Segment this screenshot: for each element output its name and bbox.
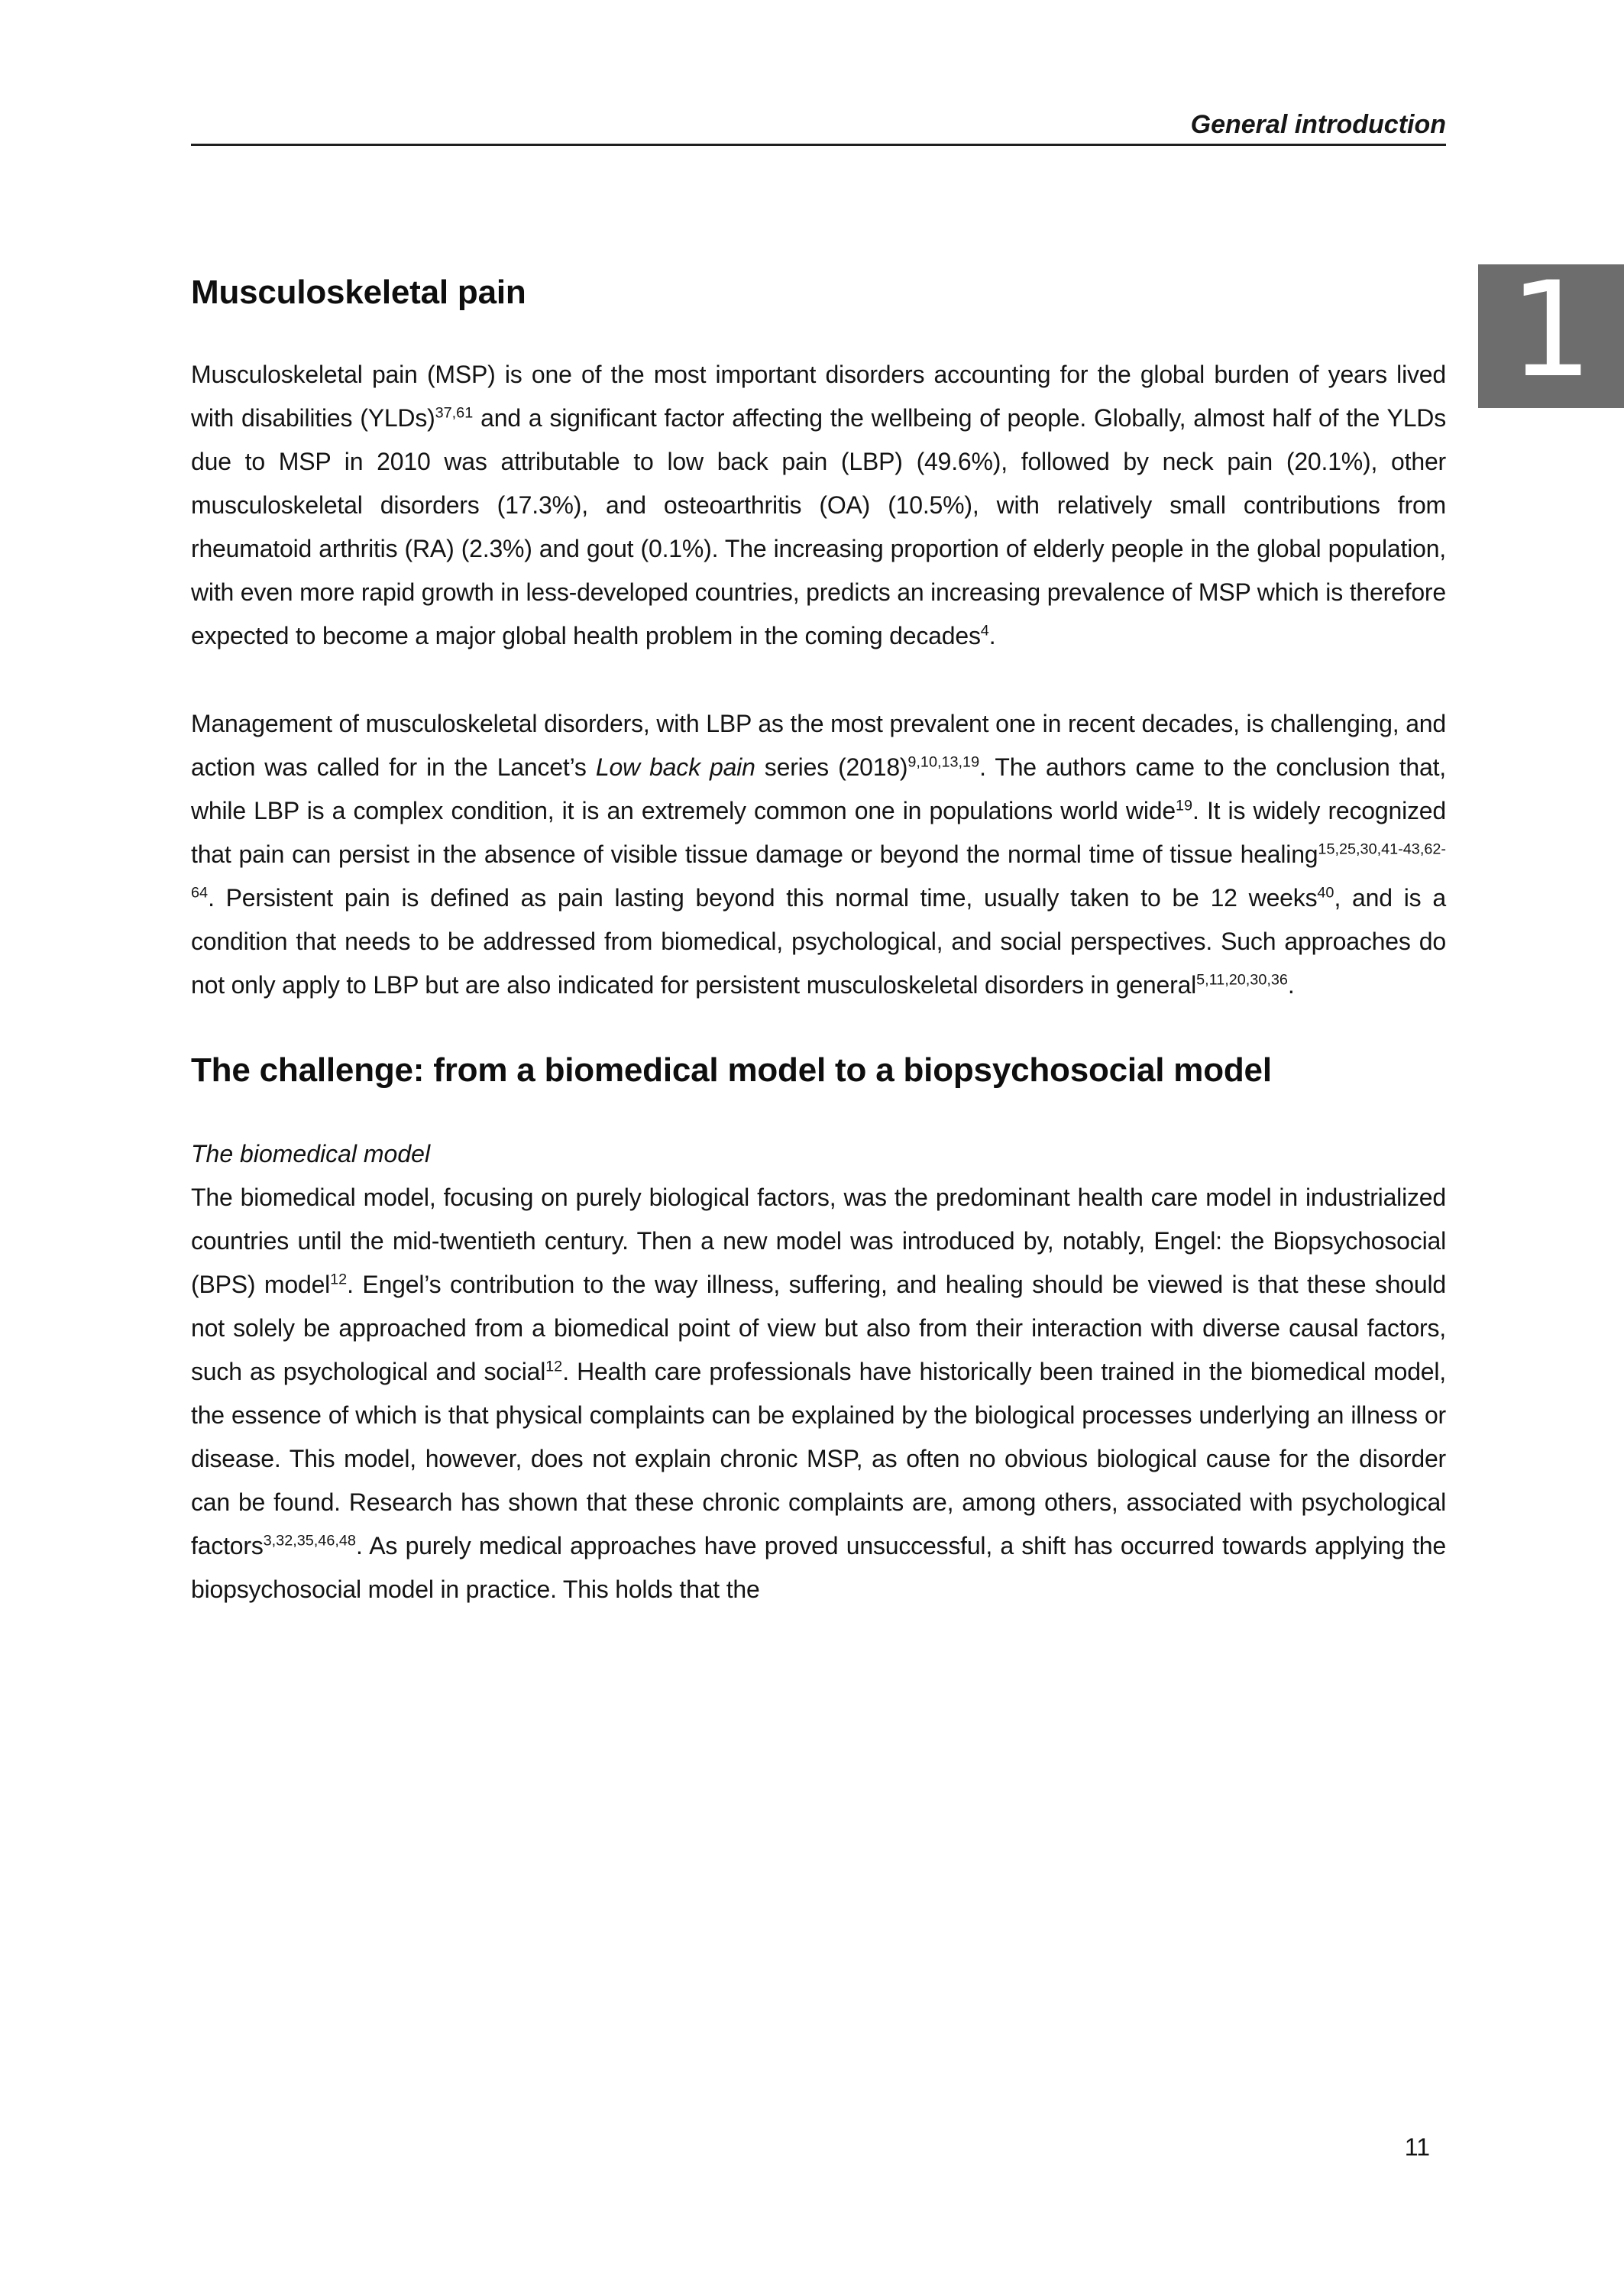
text-run: . It is widely recognized that pain can persist in the absence of visible tissue damage or beyond the normal time of tissue healing bbox=[191, 797, 1446, 868]
heading-musculoskeletal-pain: Musculoskeletal pain bbox=[191, 274, 526, 311]
text-run: . bbox=[1287, 971, 1295, 999]
text-run: , and is a condition that needs to be addressed from biomedical, psychological, and social perspectives. Such approaches do not only apply to LBP but are also indicated for persistent musculoskeletal disorders in general bbox=[191, 884, 1446, 999]
text-run: and a significant factor affecting the wellbeing of people. Globally, almost half of the YLDs due to MSP in 2010 was attributable to low back pain (LBP) (49.6%), followed by neck pain (20.1%), other musculoskeletal disorders (17.3%), and osteoarthritis (OA) (10.5%), with relatively small contributions from rheumatoid arthritis (RA) (2.3%) and gout (0.1%). The increasing proportion of elderly people in the global population, with even more rapid growth in less-developed countries, predicts an increasing prevalence of MSP which is therefore expected to become a major global health problem in the coming decades bbox=[191, 404, 1447, 649]
reference-superscript: 5,11,20,30,36 bbox=[1196, 971, 1288, 989]
reference-superscript: 3,32,35,46,48 bbox=[263, 1532, 356, 1550]
paragraph-msp-management bbox=[191, 702, 1446, 1007]
header-rule bbox=[191, 144, 1446, 146]
text-run: series (2018) bbox=[755, 753, 908, 781]
chapter-number-badge bbox=[1478, 253, 1624, 408]
text-run: . Health care professionals have historically been trained in the biomedical model, the essence of which is that physical complaints can be explained by the biological processes underlying an illness or disease. This model, however, does not explain chronic MSP, as often no obvious biological cause for the disorder can be found. Research has shown that these chronic complaints are, among others, associated with psychological factors bbox=[191, 1358, 1446, 1559]
text-run: . Engel’s contribution to the way illness, suffering, and healing should be viewed is that these should not solely be approached from a biomedical point of view but also from their interaction with diverse causal factors, such as psychological and social bbox=[191, 1271, 1446, 1385]
paragraph-msp-burden bbox=[191, 353, 1446, 658]
page-number: 11 bbox=[1404, 2133, 1430, 2161]
chapter-number: 1 bbox=[1509, 253, 1593, 406]
text-run: . Persistent pain is defined as pain lasting beyond this normal time, usually taken to be 12 weeks bbox=[208, 884, 1318, 912]
reference-superscript: 9,10,13,19 bbox=[907, 753, 980, 771]
reference-superscript: 15,25,30,41-43,62-64 bbox=[191, 840, 1446, 902]
reference-superscript: 4 bbox=[980, 622, 989, 640]
reference-superscript: 12 bbox=[330, 1271, 348, 1288]
page-content bbox=[191, 274, 1446, 1611]
reference-superscript: 37,61 bbox=[435, 404, 474, 422]
running-header: General introduction bbox=[1190, 110, 1446, 139]
heading-challenge-biomedical-to-biopsychosocial: The challenge: from a biomedical model to a biopsychosocial model bbox=[191, 1051, 1272, 1089]
reference-superscript: 12 bbox=[545, 1358, 563, 1375]
text-run: Musculoskeletal pain (MSP) is one of the most important disorders accounting for the global burden of years lived with disabilities (YLDs) bbox=[191, 361, 1446, 432]
paragraph-biomedical-model bbox=[191, 1176, 1446, 1611]
subheading-biomedical-model: The biomedical model bbox=[191, 1140, 431, 1168]
text-run: . bbox=[988, 622, 996, 649]
text-run: . The authors came to the conclusion that, while LBP is a complex condition, it is an extremely common one in populations world wide bbox=[191, 753, 1447, 824]
text-run: Management of musculoskeletal disorders, with LBP as the most prevalent one in recent decades, is challenging, and action was called for in the Lancet’s bbox=[191, 710, 1446, 781]
italic-text: Low back pain bbox=[595, 753, 755, 781]
text-run: . As purely medical approaches have proved unsuccessful, a shift has occurred towards applying the biopsychosocial model in practice. This holds that the bbox=[191, 1532, 1446, 1603]
reference-superscript: 19 bbox=[1175, 797, 1193, 815]
reference-superscript: 40 bbox=[1317, 884, 1334, 902]
text-run: The biomedical model, focusing on purely biological factors, was the predominant health care model in industrialized countries until the mid-twentieth century. Then a new model was introduced by, notably, Engel: the Biopsychosocial (BPS) model bbox=[191, 1184, 1446, 1298]
